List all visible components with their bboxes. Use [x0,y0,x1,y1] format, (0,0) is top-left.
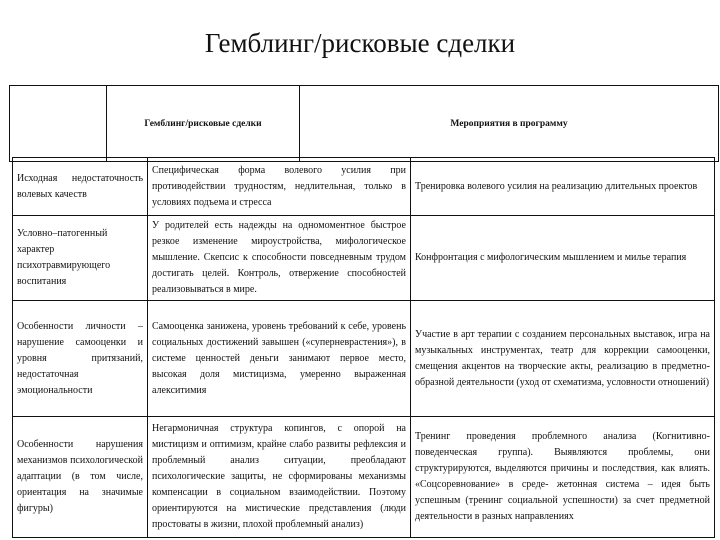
description-cell: Самооценка занижена, уровень требований к себе, уровень социальных достижений завышен («суперневрастения»), в системе ценностей деньги занимают первое место, высокая доля мистицизма, умеренно выраженная алекситимия [148,301,411,417]
feature-cell: Исходная недостаточность волевых качеств [13,158,148,216]
header-table [9,85,719,162]
description-cell: Специфическая форма волевого усилия при противодействии трудностям, недлительная, только в условиях подъема и стресса [148,158,411,216]
feature-cell: Особенности личности – нарушение самооценки и уровня притязаний, недостаточная эмоциональности [13,301,148,417]
header-row [10,86,719,162]
description-cell: У родителей есть надежды на одномоментное быстрое резкое изменение мироустройства, мифологическое мышление. Скепсис к способности повседневным трудом достигать целей. Контроль, отвержение способностей реализовываться в мире. [148,216,411,301]
feature-cell: Условно–патогенный характер психотравмирующего воспитания [13,216,148,301]
content-table [12,157,715,538]
table-row [13,216,715,301]
measures-cell: Участие в арт терапии с созданием персональных выставок, игра на музыкальных инструментах, театр для коррекции самооценки, смещения акцентов на творческие акты, реализацию в предметно-образной деятельности (уход от схематизма, условности отношений) [411,301,715,417]
header-cell-measures: Мероприятия в программу [300,86,719,162]
feature-cell: Особенности нарушения механизмов психологической адаптации (в том числе, ориентация на значимые фигуры) [13,417,148,538]
header-cell-gambling: Гемблинг/рисковые сделки [107,86,300,162]
table-row [13,301,715,417]
table-row [13,158,715,216]
measures-cell: Тренировка волевого усилия на реализацию длительных проектов [411,158,715,216]
header-cell-empty [10,86,107,162]
measures-cell: Тренинг проведения проблемного анализа (Когнитивно-поведенческая группа). Выявляются проблемы, они структурируются, выделяются причины и последствия, как влиять. «Соцсоревнование» в среде- жетонная система – идея быть успешным (тренинг социальной успешности) за счет предметной деятельности в разных направлениях [411,417,715,538]
description-cell: Негармоничная структура копингов, с опорой на мистицизм и оптимизм, крайне слабо развиты рефлексия и проблемный анализ ситуации, преобладают психологические защиты, не сформированы механизмы компенсации в социальном взаимодействии. Поэтому ориентируются на мистические представления (люди простоваты в жизни, плохой проблемный анализ) [148,417,411,538]
measures-cell: Конфронтация с мифологическим мышлением и милье терапия [411,216,715,301]
slide-title: Гемблинг/рисковые сделки [204,28,516,58]
table-row [13,417,715,538]
